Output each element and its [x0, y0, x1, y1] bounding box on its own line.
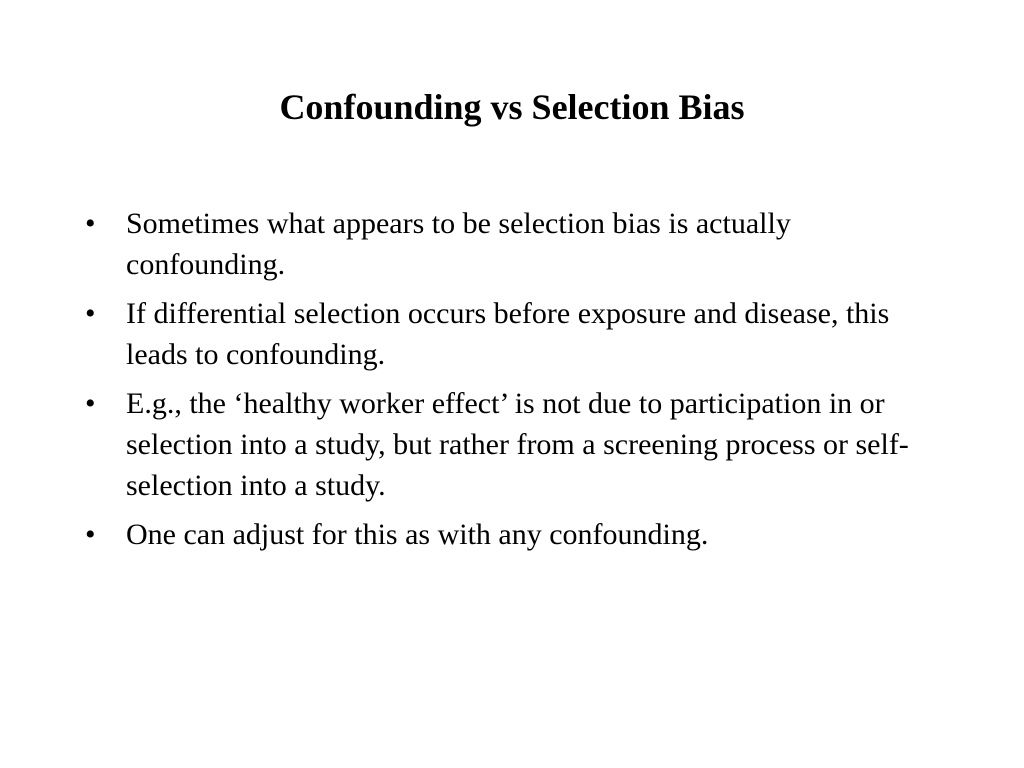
- bullet-item: [85, 203, 955, 285]
- bullet-icon: •: [85, 297, 96, 330]
- bullet-text: E.g., the ‘healthy worker effect’ is not due to participation in or selection into a study, but rather from a screening process or self-selection into a study.: [126, 387, 909, 502]
- bullet-item: [85, 293, 955, 375]
- bullet-text: One can adjust for this as with any confounding.: [126, 518, 709, 551]
- bullet-icon: •: [85, 387, 96, 420]
- bullet-text: If differential selection occurs before exposure and disease, this leads to confounding.: [126, 297, 890, 371]
- bullet-icon: •: [85, 207, 96, 240]
- bullet-text: Sometimes what appears to be selection bias is actually confounding.: [126, 207, 791, 281]
- bullet-icon: •: [85, 518, 96, 551]
- bullet-list: [85, 203, 955, 563]
- bullet-item: [85, 383, 955, 506]
- slide-title: Confounding vs Selection Bias: [279, 87, 745, 127]
- bullet-item: [85, 514, 955, 555]
